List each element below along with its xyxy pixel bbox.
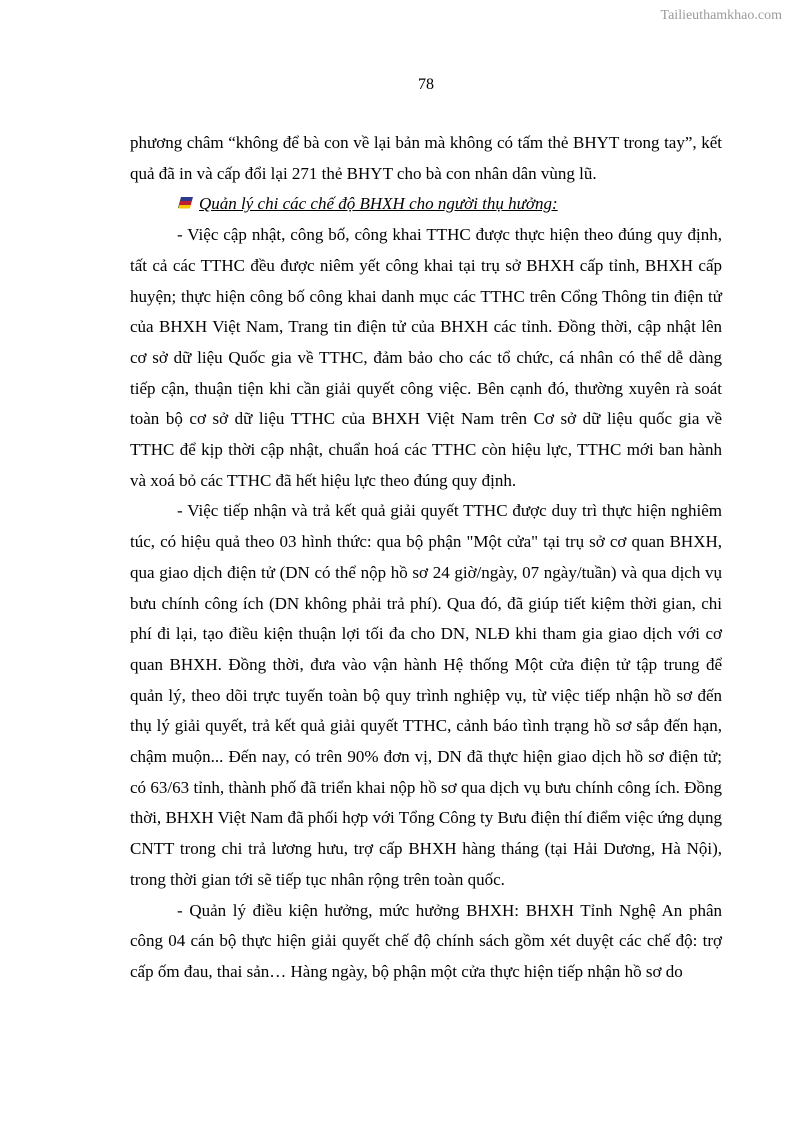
paragraph-continuation: phương châm “không để bà con về lại bản mà không có tấm thẻ BHYT trong tay”, kết quả đã in và cấp đổi lại 271 thẻ BHYT cho bà con nhân dân vùng lũ. bbox=[130, 133, 722, 183]
paragraph: - Việc cập nhật, công bố, công khai TTHC được thực hiện theo đúng quy định, tất cả các TTHC đều được niêm yết công khai tại trụ sở BHXH cấp tỉnh, BHXH cấp huyện; thực hiện công bố công khai danh mục các TTHC trên Cổng Thông tin điện tử của BHXH Việt Nam, Trang tin điện tử của BHXH các tỉnh. Đồng thời, cập nhật lên cơ sở dữ liệu Quốc gia về TTHC, đảm bảo cho các tổ chức, cá nhân có thể dễ dàng tiếp cận, thuận tiện khi cần giải quyết công việc. Bên cạnh đó, thường xuyên rà soát toàn bộ cơ sở dữ liệu TTHC của BHXH Việt Nam trên Cơ sở dữ liệu quốc gia về TTHC để kịp thời cập nhật, chuẩn hoá các TTHC còn hiệu lực, TTHC mới ban hành và xoá bỏ các TTHC đã hết hiệu lực theo đúng quy định. bbox=[130, 225, 722, 490]
paragraph: - Việc tiếp nhận và trả kết quả giải quyết TTHC được duy trì thực hiện nghiêm túc, có hiệu quả theo 03 hình thức: qua bộ phận "Một cửa" tại trụ sở cơ quan BHXH, qua giao dịch điện tử (DN có thể nộp hồ sơ 24 giờ/ngày, 07 ngày/tuần) và qua dịch vụ bưu chính công ích (DN không phải trả phí). Qua đó, đã giúp tiết kiệm thời gian, chi phí đi lại, tạo điều kiện thuận lợi tối đa cho DN, NLĐ khi tham gia giao dịch với cơ quan BHXH. Đồng thời, đưa vào vận hành Hệ thống Một cửa điện tử tập trung để quản lý, theo dõi trực tuyến toàn bộ quy trình nghiệp vụ, từ việc tiếp nhận hồ sơ đến thụ lý giải quyết, trả kết quả giải quyết TTHC, cảnh báo tình trạng hồ sơ sắp đến hạn, chậm muộn... Đến nay, có trên 90% đơn vị, DN đã thực hiện giao dịch hồ sơ điện tử; có 63/63 tỉnh, thành phố đã triển khai nộp hồ sơ qua dịch vụ bưu chính công ích. Đồng thời, BHXH Việt Nam đã phối hợp với Tổng Công ty Bưu điện thí điểm việc ứng dụng CNTT trong chi trả lương hưu, trợ cấp BHXH hàng tháng (tại Hải Dương, Hà Nội), trong thời gian tới sẽ tiếp tục nhân rộng trên toàn quốc. bbox=[130, 501, 722, 889]
page-number: 78 bbox=[418, 76, 434, 93]
paragraph: - Quản lý điều kiện hưởng, mức hưởng BHXH: BHXH Tỉnh Nghệ An phân công 04 cán bộ thực hiện giải quyết chế độ chính sách gồm xét duyệt các chế độ: trợ cấp ốm đau, thai sản… Hàng ngày, bộ phận một cửa thực hiện tiếp nhận hồ sơ do bbox=[130, 900, 722, 981]
flag-bullet-icon bbox=[177, 190, 194, 203]
section-heading: Quản lý chi các chế độ BHXH cho người thụ hưởng: bbox=[199, 194, 558, 214]
document-body bbox=[130, 128, 722, 988]
section-heading-line bbox=[130, 189, 722, 220]
watermark-text: Tailieuthamkhao.com bbox=[660, 8, 782, 23]
